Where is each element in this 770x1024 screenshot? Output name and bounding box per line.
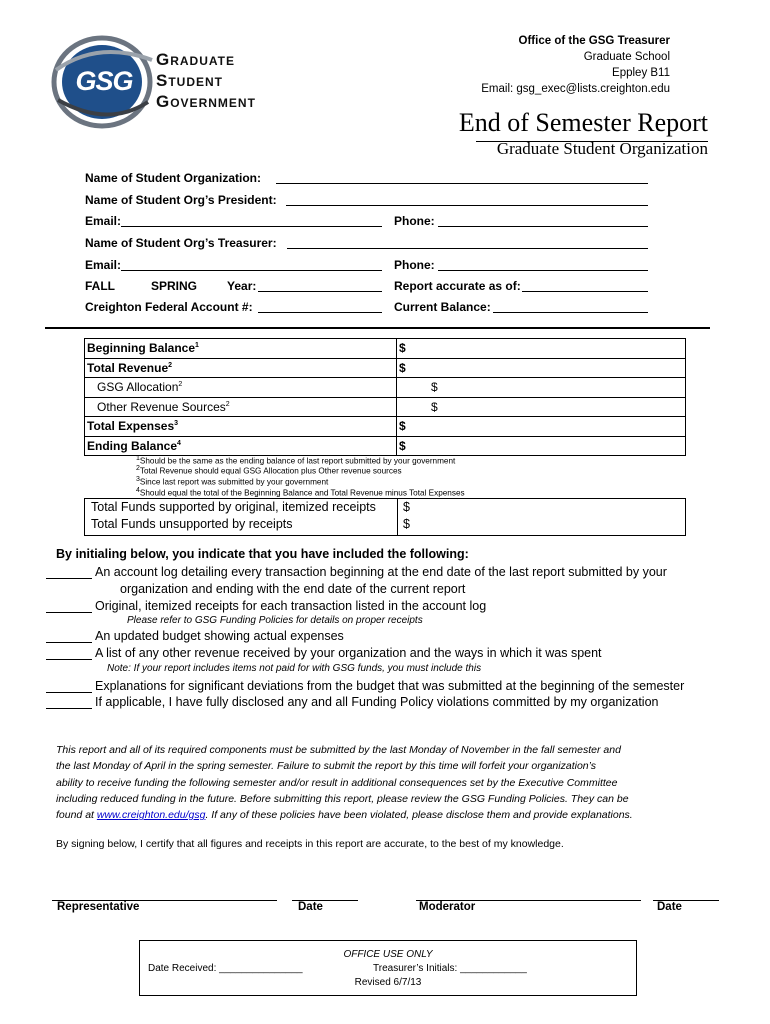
phone1-label: Phone: [394,214,435,228]
table-row [85,378,686,398]
initial-field[interactable] [46,566,92,579]
spring-option[interactable]: SPRING [151,279,198,293]
checklist-note: Please refer to GSG Funding Policies for details on proper receipts [127,615,423,626]
accurate-as-of-label: Report accurate as of: [394,279,521,293]
logo-text-line2: Student [156,71,224,90]
phone1-field[interactable] [438,226,648,227]
ending-balance-label: Ending Balance$^4$ [85,436,397,456]
policy-line: found at www.creighton.edu/gsg. If any of these policies have been violated, please disclose them and provide explanations. [56,809,633,822]
gsg-logo [48,30,298,130]
policy-paragraph [56,742,633,823]
checklist-note: Note: If your report includes items not paid for with GSG funds, you must include this [107,663,482,674]
funds-unsupported-label: Total Funds unsupported by receipts [91,517,293,531]
checklist-item: An account log detailing every transaction beginning at the end date of the last report submitted by your [46,565,667,579]
fall-option[interactable]: FALL [85,279,115,293]
moderator-label: Moderator [419,901,476,913]
office-name: Office of the GSG Treasurer [518,35,670,47]
funds-supported-label: Total Funds supported by original, itemized receipts [91,500,376,514]
initial-field[interactable] [46,600,92,613]
footnote-4: $^4$Should equal the total of the Beginning Balance and Total Revenue minus Total Expenses [136,487,465,498]
email2-label: Email: [85,258,122,272]
year-field[interactable] [258,291,382,292]
president-label: Name of Student Org’s President: [85,193,277,207]
checklist-item: Original, itemized receipts for each transaction listed in the account log [46,599,486,613]
checklist-heading: By initialing below, you indicate that you have included the following: [56,547,469,561]
office-email: Email: gsg_exec@lists.creighton.edu [481,83,670,95]
treasurer-initials-field[interactable]: Treasurer’s Initials: ____________ [373,963,527,974]
policy-line: the last Monday of April in the spring semester. Failure to submit the report by this time will forfeit your organization’s [56,760,597,773]
phone2-label: Phone: [394,258,435,272]
office-use-box [139,940,637,996]
account-label: Creighton Federal Account #: [85,300,253,314]
gsg-allocation-value[interactable]: $ [397,378,686,398]
date1-label: Date [298,901,323,913]
page-title: End of Semester Report [458,108,708,137]
footnote-2: $^2$Total Revenue should equal GSG Allocation plus Other revenue sources [136,465,402,476]
org-name-field[interactable] [276,183,648,184]
year-label: Year: [227,279,257,293]
initial-field[interactable] [46,630,92,643]
table-row [85,397,686,417]
logo-text-line1: Graduate [156,50,235,69]
total-revenue-value[interactable]: $ [397,358,686,378]
office-school: Graduate School [583,51,670,63]
total-revenue-label: Total Revenue$^2$ [85,358,397,378]
email1-label: Email: [85,214,122,228]
office-room: Eppley B11 [612,67,670,79]
policy-line: including reduced funding in the future. Before submitting this report, please review the GSG Funding Policies. They can be [56,792,629,805]
total-expenses-label: Total Expenses$^3$ [85,417,397,437]
certify-statement: By signing below, I certify that all figures and receipts in this report are accurate, to the best of my knowledge. [56,838,564,850]
revised-date: Revised 6/7/13 [354,977,422,988]
funds-table [84,498,686,536]
checklist-item: A list of any other revenue received by your organization and the ways in which it was spent [46,646,602,660]
funds-supported-value[interactable]: $ [403,500,410,514]
org-name-label: Name of Student Organization: [85,171,262,185]
initial-field[interactable] [46,680,92,693]
office-use-title: OFFICE USE ONLY [343,949,433,960]
policy-line: This report and all of its required components must be submitted by the last Monday of November in the fall semester and [56,744,621,756]
other-revenue-label: Other Revenue Sources$^2$ [85,397,397,417]
table-row [85,417,686,437]
beginning-balance-value[interactable]: $ [397,339,686,359]
beginning-balance-label: Beginning Balance$^1$ [85,339,397,359]
footnote-1: $^1$Should be the same as the ending balance of last report submitted by your government [136,455,456,466]
email2-field[interactable] [121,270,382,271]
page-subtitle: Graduate Student Organization [496,139,708,158]
date2-label: Date [657,901,682,913]
treasurer-label: Name of Student Org’s Treasurer: [85,236,277,250]
checklist-item-cont: organization and ending with the end date of the current report [120,582,466,596]
checklist-item: If applicable, I have fully disclosed any and all Funding Policy violations committed by my organization [46,695,659,709]
treasurer-field[interactable] [287,248,648,249]
account-field[interactable] [258,312,382,313]
table-row [85,358,686,378]
funds-unsupported-value[interactable]: $ [403,517,410,531]
table-row [85,339,686,359]
checklist-item: Explanations for significant deviations from the budget that was submitted at the beginning of the semester [46,679,684,693]
accurate-as-of-field[interactable] [522,291,648,292]
logo-initials: GSG [75,66,133,96]
policy-line: ability to receive funding the following semester and/or result in additional consequences set by the Executive Committee [56,776,618,789]
logo-text-line3: Government [156,92,256,111]
gsg-website-link[interactable]: www.creighton.edu/gsg [96,809,206,822]
date-received-field[interactable]: Date Received: _______________ [148,963,303,974]
checklist-item: An updated budget showing actual expenses [46,629,344,643]
representative-label: Representative [57,901,140,913]
email1-field[interactable] [121,226,382,227]
table-row [85,436,686,456]
initial-field[interactable] [46,696,92,709]
president-field[interactable] [286,205,648,206]
gsg-allocation-label: GSG Allocation$^2$ [85,378,397,398]
footnote-3: $^3$Since last report was submitted by your government [136,476,329,487]
office-address [481,33,670,97]
initial-field[interactable] [46,647,92,660]
ending-balance-value[interactable]: $ [397,436,686,456]
phone2-field[interactable] [438,270,648,271]
other-revenue-value[interactable]: $ [397,397,686,417]
section-divider [45,327,710,329]
current-balance-label: Current Balance: [394,300,491,314]
total-expenses-value[interactable]: $ [397,417,686,437]
current-balance-field[interactable] [493,312,648,313]
finance-table [84,338,686,456]
